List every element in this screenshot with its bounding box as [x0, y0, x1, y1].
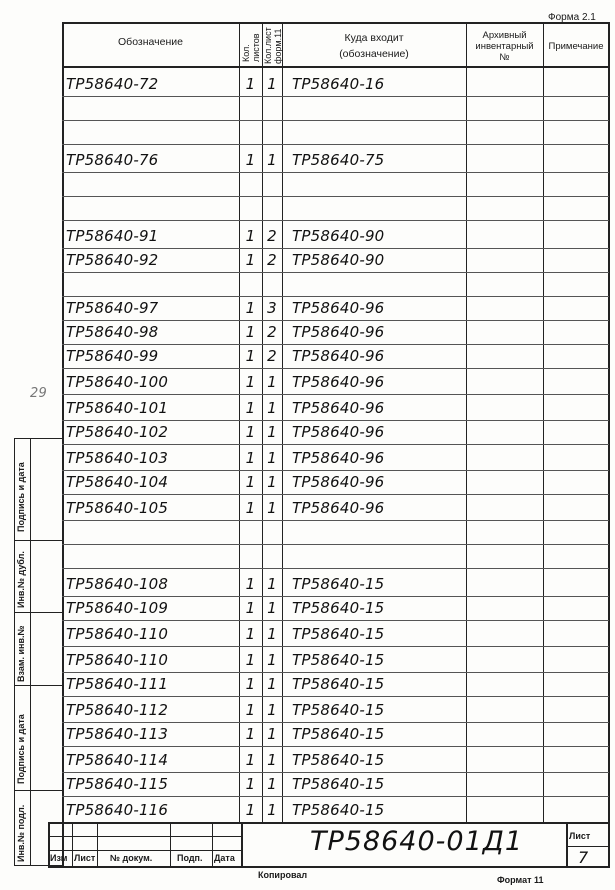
row-where-used: ТР58640-90 — [292, 227, 385, 245]
row-where-used: ТР58640-90 — [292, 251, 385, 269]
row-divider — [62, 796, 609, 797]
row-designation: ТР58640-92 — [66, 251, 159, 269]
row-qty-sheets-format: 1 — [267, 599, 277, 617]
row-designation: ТР58640-112 — [66, 701, 169, 719]
row-designation: ТР58640-101 — [66, 399, 169, 417]
row-qty-sheets: 1 — [245, 499, 256, 517]
row-qty-sheets: 1 — [245, 347, 256, 365]
row-qty-sheets: 1 — [245, 373, 256, 391]
row-where-used: ТР58640-15 — [292, 701, 385, 719]
row-where-used: ТР58640-75 — [292, 151, 385, 169]
row-qty-sheets: 1 — [245, 423, 256, 441]
row-designation: ТР58640-110 — [66, 625, 169, 643]
tb-col-sign: Подп. — [177, 853, 203, 863]
row-qty-sheets-format: 1 — [267, 373, 277, 391]
row-qty-sheets: 1 — [245, 323, 256, 341]
row-qty-sheets-format: 1 — [267, 151, 277, 169]
row-divider — [62, 520, 609, 521]
row-qty-sheets: 1 — [245, 251, 256, 269]
row-qty-sheets-format: 1 — [267, 625, 277, 643]
footer-format: Формат 11 — [497, 875, 544, 885]
row-designation: ТР58640-109 — [66, 599, 169, 617]
tb-sheet-number: 7 — [578, 848, 589, 867]
form-label: Форма 2.1 — [548, 12, 596, 23]
margin-note: 29 — [30, 386, 47, 401]
row-designation: ТР58640-116 — [66, 801, 169, 819]
side-label-inv-dubl: Инв.№ дубл. — [16, 551, 26, 608]
row-qty-sheets: 1 — [245, 151, 256, 169]
footer-copied: Копировал — [258, 870, 308, 880]
row-designation: ТР58640-76 — [66, 151, 159, 169]
row-designation: ТР58640-72 — [66, 75, 159, 93]
header-qty-sheets: Кол. листов — [241, 33, 261, 62]
row-qty-sheets-format: 1 — [267, 449, 277, 467]
row-qty-sheets: 1 — [245, 801, 256, 819]
row-qty-sheets-format: 1 — [267, 499, 277, 517]
row-qty-sheets: 1 — [245, 599, 256, 617]
row-qty-sheets-format: 1 — [267, 775, 277, 793]
row-qty-sheets: 1 — [245, 675, 256, 693]
row-divider — [62, 120, 609, 121]
row-qty-sheets-format: 1 — [267, 75, 277, 93]
row-designation: ТР58640-110 — [66, 651, 169, 669]
row-where-used: ТР58640-15 — [292, 675, 385, 693]
row-qty-sheets: 1 — [245, 449, 256, 467]
side-label-sign-date-top: Подпись и дата — [16, 462, 26, 532]
row-qty-sheets: 1 — [245, 625, 256, 643]
row-where-used: ТР58640-15 — [292, 775, 385, 793]
row-divider — [62, 470, 609, 471]
row-where-used: ТР58640-96 — [292, 299, 385, 317]
header-where-used: Куда входит (обозначение) — [339, 32, 409, 60]
row-where-used: ТР58640-96 — [292, 323, 385, 341]
row-qty-sheets-format: 1 — [267, 701, 277, 719]
row-divider — [62, 344, 609, 345]
row-divider — [62, 394, 609, 395]
row-qty-sheets-format: 1 — [267, 423, 277, 441]
row-qty-sheets: 1 — [245, 473, 256, 491]
row-divider — [62, 320, 609, 321]
row-where-used: ТР58640-15 — [292, 651, 385, 669]
row-qty-sheets-format: 1 — [267, 651, 277, 669]
row-designation: ТР58640-113 — [66, 725, 169, 743]
row-qty-sheets-format: 1 — [267, 725, 277, 743]
header-archive: Архивный инвентарный № — [475, 30, 534, 63]
tb-col-doc: № докум. — [110, 853, 153, 863]
row-qty-sheets-format: 3 — [267, 299, 277, 317]
row-divider — [62, 420, 609, 421]
row-where-used: ТР58640-96 — [292, 449, 385, 467]
row-qty-sheets-format: 1 — [267, 675, 277, 693]
row-where-used: ТР58640-15 — [292, 801, 385, 819]
row-where-used: ТР58640-96 — [292, 423, 385, 441]
row-divider — [62, 494, 609, 495]
row-where-used: ТР58640-15 — [292, 575, 385, 593]
row-where-used: ТР58640-15 — [292, 725, 385, 743]
row-qty-sheets-format: 2 — [267, 227, 277, 245]
row-qty-sheets: 1 — [245, 227, 256, 245]
row-divider — [62, 196, 609, 197]
row-divider — [62, 444, 609, 445]
row-where-used: ТР58640-15 — [292, 625, 385, 643]
side-label-vzam-inv: Взам. инв.№ — [16, 625, 26, 682]
tb-doc-number: ТР58640-01Д1 — [310, 826, 524, 857]
row-qty-sheets-format: 2 — [267, 347, 277, 365]
row-designation: ТР58640-114 — [66, 751, 169, 769]
row-qty-sheets-format: 1 — [267, 575, 277, 593]
row-designation: ТР58640-97 — [66, 299, 159, 317]
row-qty-sheets: 1 — [245, 75, 256, 93]
row-qty-sheets-format: 1 — [267, 399, 277, 417]
row-designation: ТР58640-102 — [66, 423, 169, 441]
header-note: Примечание — [548, 41, 604, 52]
row-designation: ТР58640-103 — [66, 449, 169, 467]
side-label-inv-podl: Инв.№ подл. — [16, 804, 26, 862]
row-divider — [62, 296, 609, 297]
row-divider — [62, 272, 609, 273]
row-divider — [62, 568, 609, 569]
row-divider — [62, 96, 609, 97]
row-divider — [62, 672, 609, 673]
row-qty-sheets: 1 — [245, 651, 256, 669]
row-where-used: ТР58640-16 — [292, 75, 385, 93]
header-qty-sheets-format: Кол.лист форм.11 — [263, 27, 283, 64]
row-qty-sheets-format: 2 — [267, 251, 277, 269]
header-designation: Обозначение — [118, 36, 183, 48]
row-qty-sheets: 1 — [245, 725, 256, 743]
row-where-used: ТР58640-96 — [292, 347, 385, 365]
row-divider — [62, 368, 609, 369]
row-divider — [62, 596, 609, 597]
row-qty-sheets: 1 — [245, 701, 256, 719]
row-divider — [62, 646, 609, 647]
row-where-used: ТР58640-96 — [292, 473, 385, 491]
row-designation: ТР58640-105 — [66, 499, 169, 517]
row-qty-sheets: 1 — [245, 299, 256, 317]
row-designation: ТР58640-108 — [66, 575, 169, 593]
row-qty-sheets: 1 — [245, 575, 256, 593]
tb-col-date: Дата — [214, 853, 235, 863]
row-divider — [62, 620, 609, 621]
row-designation: ТР58640-98 — [66, 323, 159, 341]
side-label-sign-date-bottom: Подпись и дата — [16, 714, 26, 784]
row-where-used: ТР58640-15 — [292, 599, 385, 617]
row-divider — [62, 772, 609, 773]
row-qty-sheets-format: 2 — [267, 323, 277, 341]
row-where-used: ТР58640-96 — [292, 373, 385, 391]
row-qty-sheets: 1 — [245, 775, 256, 793]
row-qty-sheets: 1 — [245, 399, 256, 417]
row-designation: ТР58640-104 — [66, 473, 169, 491]
row-divider — [62, 220, 609, 221]
row-divider — [62, 544, 609, 545]
row-where-used: ТР58640-96 — [292, 499, 385, 517]
row-divider — [62, 722, 609, 723]
row-divider — [62, 696, 609, 697]
row-qty-sheets-format: 1 — [267, 473, 277, 491]
row-qty-sheets-format: 1 — [267, 801, 277, 819]
row-where-used: ТР58640-15 — [292, 751, 385, 769]
row-qty-sheets: 1 — [245, 751, 256, 769]
row-divider — [62, 746, 609, 747]
tb-col-list: Лист — [74, 853, 96, 863]
row-where-used: ТР58640-96 — [292, 399, 385, 417]
row-divider — [62, 144, 609, 145]
row-designation: ТР58640-99 — [66, 347, 159, 365]
tb-col-izm: Изм — [50, 853, 68, 863]
row-qty-sheets-format: 1 — [267, 751, 277, 769]
row-designation: ТР58640-111 — [66, 675, 169, 693]
row-divider — [62, 172, 609, 173]
tb-sheet-label: Лист — [569, 831, 591, 841]
row-designation: ТР58640-91 — [66, 227, 159, 245]
row-designation: ТР58640-100 — [66, 373, 169, 391]
row-divider — [62, 248, 609, 249]
row-designation: ТР58640-115 — [66, 775, 169, 793]
